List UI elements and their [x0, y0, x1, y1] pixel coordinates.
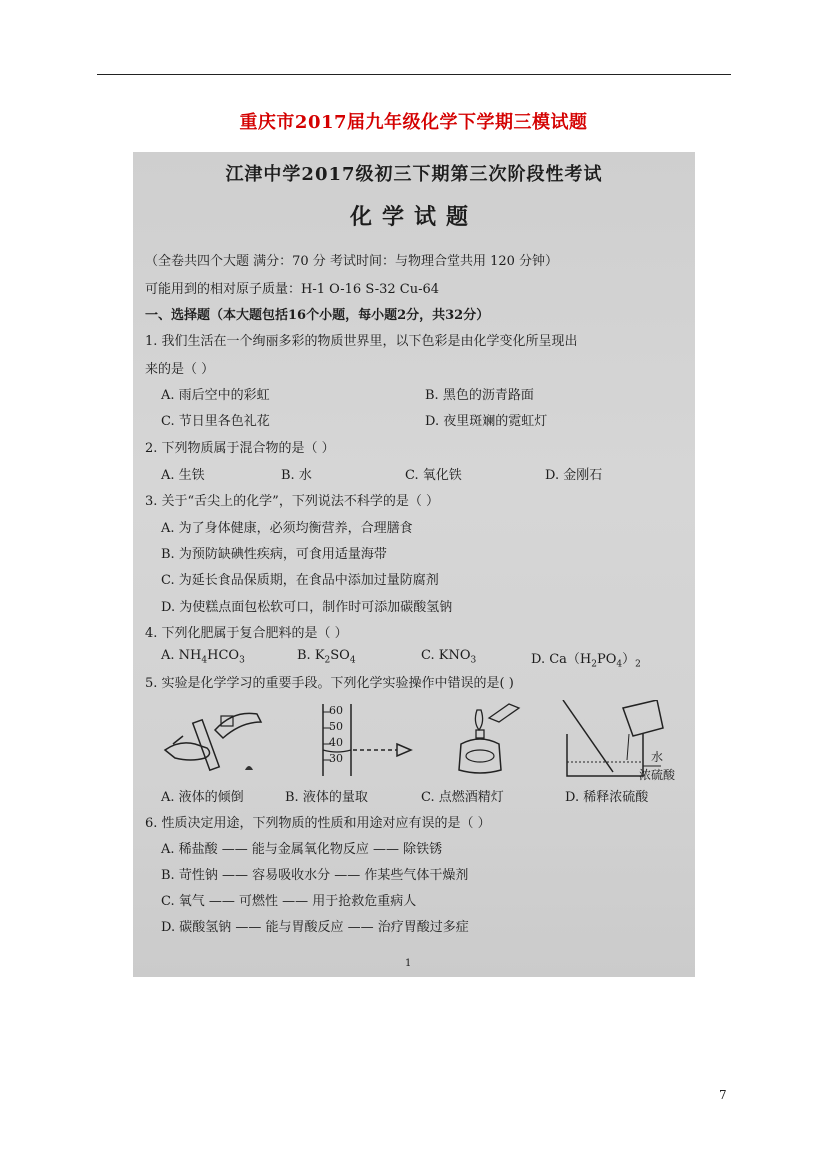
q2-stem: 2. 下列物质属于混合物的是（ ） — [145, 441, 335, 456]
page-number: 7 — [719, 1088, 727, 1102]
cylinder-tick-40: 40 — [329, 736, 343, 749]
q3-option-b: B. 为预防缺碘性疾病，可食用适量海带 — [161, 547, 387, 562]
q6-option-a: A. 稀盐酸 —— 能与金属氧化物反应 —— 除铁锈 — [161, 842, 443, 857]
figure-pouring-liquid — [161, 700, 271, 782]
exam-subject: 化学试题 — [349, 204, 478, 230]
q2-option-d: D. 金刚石 — [545, 468, 603, 483]
cylinder-tick-30: 30 — [329, 752, 343, 765]
exam-photo — [133, 152, 695, 977]
cylinder-tick-60: 60 — [329, 704, 343, 717]
q6-option-b: B. 苛性钠 —— 容易吸收水分 —— 作某些气体干燥剂 — [161, 868, 469, 883]
label-concentrated-acid: 浓硫酸 — [639, 768, 676, 782]
q4-option-b: B. $K_2SO_4$ — [297, 648, 356, 666]
exam-info: （全卷共四个大题 满分：70 分 考试时间：与物理合堂共用 120 分钟） — [145, 254, 559, 269]
q4-option-a: A. $NH_4HCO_3$ — [161, 648, 245, 666]
q4-option-d: D. $Ca(H_2PO_4)_2$ — [531, 652, 641, 670]
q1-option-a: A. 雨后空中的彩虹 — [161, 388, 270, 403]
q4-stem: 4. 下列化肥属于复合肥料的是（ ） — [145, 626, 348, 641]
cylinder-tick-50: 50 — [329, 720, 343, 733]
q2-option-c: C. 氧化铁 — [405, 468, 462, 483]
q2-option-b: B. 水 — [281, 468, 312, 483]
q1-stem-line1: 1. 我们生活在一个绚丽多彩的物质世界里，以下色彩是由化学变化所呈现出 — [145, 334, 578, 349]
q6-option-c: C. 氧气 —— 可燃性 —— 用于抢救危重病人 — [161, 894, 417, 909]
q4-option-c: C. $KNO_3$ — [421, 648, 477, 666]
q5-option-a: A. 液体的倾倒 — [161, 790, 244, 805]
q5-option-c: C. 点燃酒精灯 — [421, 790, 504, 805]
photo-page-number: 1 — [405, 958, 412, 969]
atomic-masses: 可能用到的相对原子质量：H-1 O-16 S-32 Cu-64 — [145, 282, 440, 297]
q5-option-d: D. 稀释浓硫酸 — [565, 790, 649, 805]
q5-option-b: B. 液体的量取 — [285, 790, 368, 805]
q6-stem: 6. 性质决定用途，下列物质的性质和用途对应有误的是（ ） — [145, 816, 491, 831]
q3-option-d: D. 为使糕点面包松软可口，制作时可添加碳酸氢钠 — [161, 600, 453, 615]
top-rule — [97, 74, 731, 75]
q3-option-c: C. 为延长食品保质期，在食品中添加过量防腐剂 — [161, 573, 439, 588]
q1-option-d: D. 夜里斑斓的霓虹灯 — [425, 414, 548, 429]
document-title: 重庆市2017届九年级化学下学期三模试题 — [239, 112, 588, 133]
q1-option-b: B. 黑色的沥青路面 — [425, 388, 534, 403]
q6-option-d: D. 碳酸氢钠 —— 能与胃酸反应 —— 治疗胃酸过多症 — [161, 920, 469, 935]
q5-stem: 5. 实验是化学学习的重要手段。下列化学实验操作中错误的是( ) — [145, 676, 514, 691]
label-water: 水 — [651, 750, 664, 764]
q2-option-a: A. 生铁 — [161, 468, 205, 483]
q3-option-a: A. 为了身体健康，必须均衡营养，合理膳食 — [161, 521, 413, 536]
q1-stem-line2: 来的是（ ） — [145, 362, 215, 377]
q3-stem: 3. 关于“舌尖上的化学”，下列说法不科学的是（ ） — [145, 494, 439, 509]
figure-alcohol-lamp — [433, 700, 533, 782]
exam-title: 江津中学2017级初三下期第三次阶段性考试 — [225, 164, 603, 185]
q1-option-c: C. 节日里各色礼花 — [161, 414, 270, 429]
section-heading: 一、选择题（本大题包括16个小题，每小题2分，共32分） — [145, 308, 490, 323]
